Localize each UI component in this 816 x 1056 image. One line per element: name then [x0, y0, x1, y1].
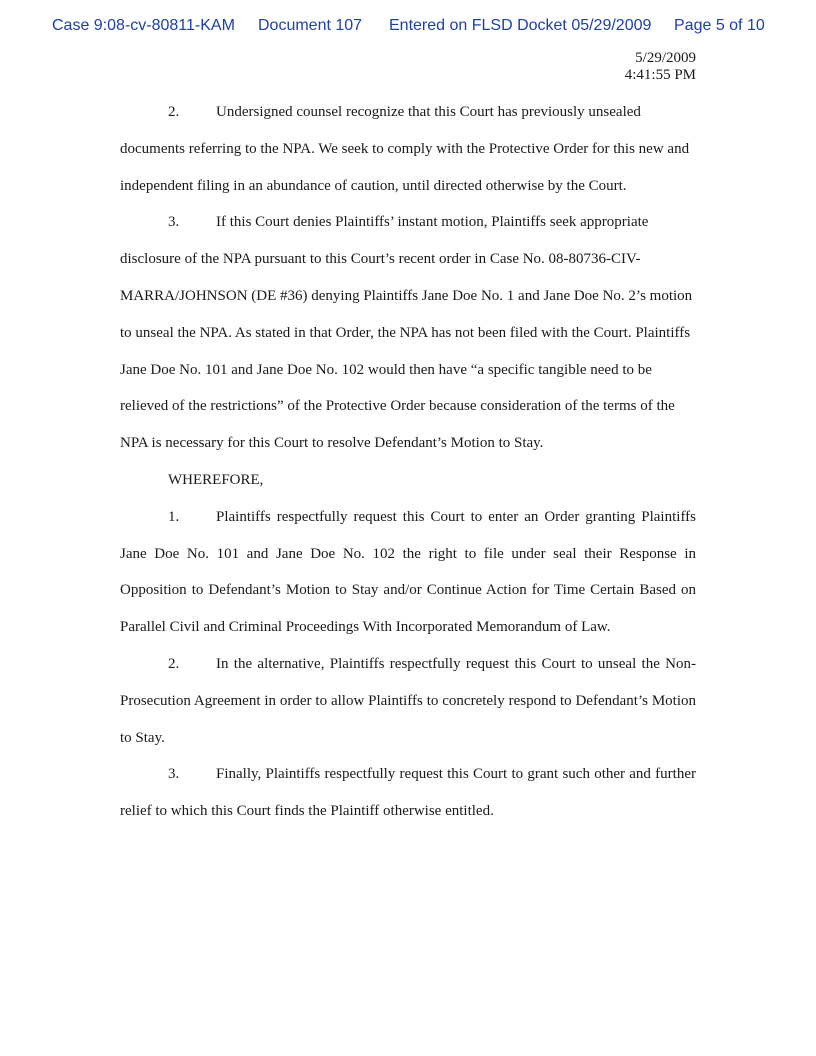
timestamp: [625, 50, 696, 84]
header-document-number: Document 107: [258, 17, 363, 34]
request-number: 3.: [168, 766, 180, 783]
request-text: Finally, Plaintiffs respectfully request this Court to grant such other and further relief to which this Court finds the Plaintiff otherwise entitled.: [120, 766, 696, 820]
timestamp-date: 5/29/2009: [635, 50, 696, 66]
document-body: [120, 94, 696, 830]
header-entered-date: Entered on FLSD Docket 05/29/2009: [389, 17, 652, 34]
request-1: [120, 499, 696, 646]
request-number: 2.: [168, 655, 180, 672]
wherefore-heading: WHEREFORE,: [168, 471, 264, 488]
request-text: Plaintiffs respectfully request this Court to enter an Order granting Plaintiffs Jane Doe No. 101 and Jane Doe No. 102 the right to file under seal their Response in Opposition to Defendant’s Motion to Stay and/or Continue Action for Time Certain Based on Parallel Civil and Criminal Proceedings With Incorporated Memorandum of Law.: [120, 508, 696, 636]
paragraph-number: 3.: [168, 214, 180, 231]
docket-header: [0, 17, 816, 39]
request-text: In the alternative, Plaintiffs respectfully request this Court to unseal the Non-Prosecution Agreement in order to allow Plaintiffs to concretely respond to Defendant’s Motion to Stay.: [120, 655, 696, 746]
paragraph-text: Undersigned counsel recognize that this Court has previously unsealed documents referring to the NPA. We seek to comply with the Protective Order for this new and independent filing in an abundance of caution, until directed otherwise by the Court.: [120, 104, 690, 194]
request-3: [120, 756, 696, 830]
paragraph-text: If this Court denies Plaintiffs’ instant motion, Plaintiffs seek appropriate disclosure of the NPA pursuant to this Court’s recent order in Case No. 08-80736-CIV-MARRA/JOHNSON (DE #36) denying Plaintiffs Jane Doe No. 1 and Jane Doe No. 2’s motion to unseal the NPA. As stated in that Order, the NPA has not been filed with the Court. Plaintiffs Jane Doe No. 101 and Jane Doe No. 102 would then have “a specific tangible need to be relieved of the restrictions” of the Protective Order because consideration of the terms of the NPA is necessary for this Court to resolve Defendant’s Motion to Stay.: [120, 214, 693, 452]
paragraph-2: [120, 94, 696, 204]
header-case-number: Case 9:08-cv-80811-KAM: [52, 17, 235, 34]
request-2: [120, 646, 696, 756]
paragraph-3: [120, 204, 696, 462]
request-number: 1.: [168, 508, 180, 525]
header-page-number: Page 5 of 10: [674, 17, 765, 34]
paragraph-number: 2.: [168, 104, 180, 120]
timestamp-time: 4:41:55 PM: [624, 67, 696, 83]
